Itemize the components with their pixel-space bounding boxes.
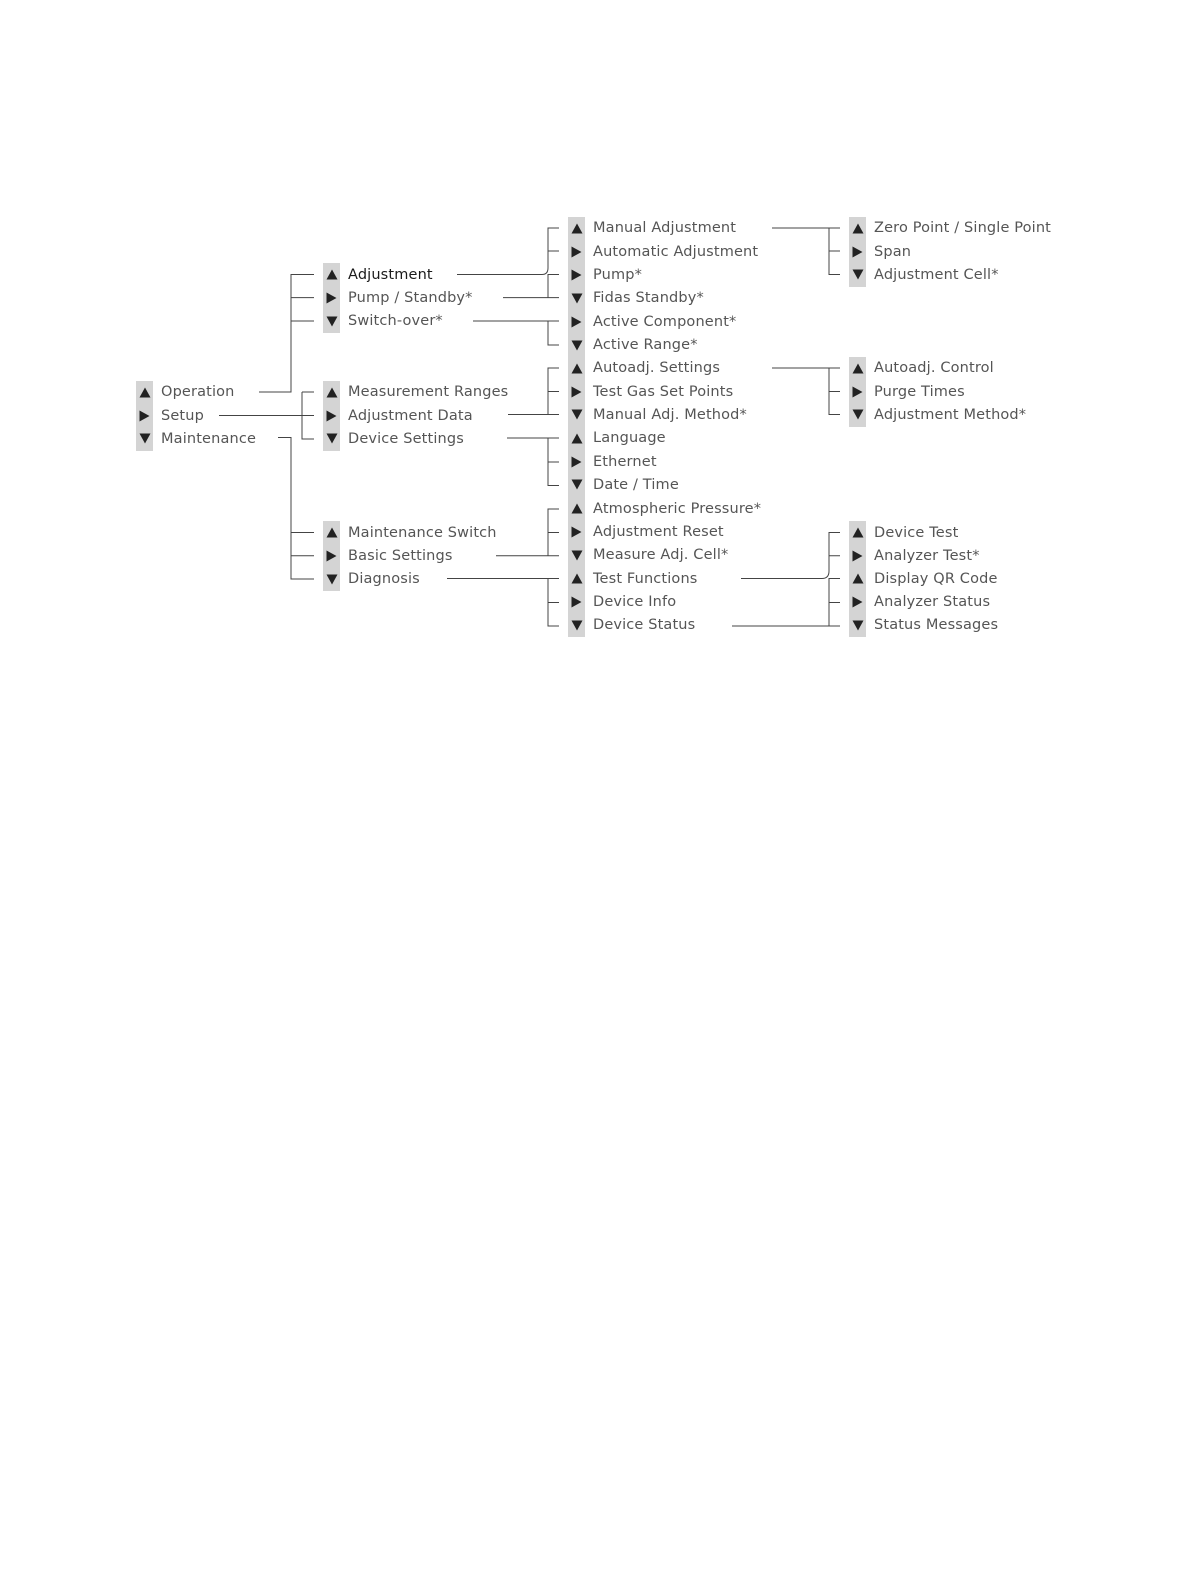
menu-item-measurement-ranges[interactable] (323, 381, 508, 404)
menu-item-adjustment-reset[interactable] (568, 520, 761, 543)
adjustment-submenu (568, 217, 758, 264)
up-arrow-key-icon (568, 567, 585, 590)
menu-item-label: Device Info (593, 594, 677, 611)
down-arrow-key-icon (568, 544, 585, 567)
device-status-submenu (849, 567, 998, 637)
up-arrow-key-icon (849, 521, 866, 544)
down-arrow-key-icon (849, 263, 866, 286)
menu-item-label: Test Functions (593, 570, 698, 587)
right-arrow-key-icon (849, 590, 866, 613)
right-arrow-key-icon (568, 450, 585, 473)
menu-item-label: Measurement Ranges (348, 384, 509, 401)
menu-item-adjustment-method[interactable] (849, 403, 1026, 426)
menu-item-label: Autoadj. Control (874, 360, 994, 377)
menu-item-label: Pump / Standby* (348, 290, 473, 307)
operation-submenu (323, 263, 473, 333)
menu-item-basic-settings[interactable] (323, 544, 497, 567)
menu-item-device-status[interactable] (568, 614, 698, 637)
menu-item-date-time[interactable] (568, 473, 679, 496)
right-arrow-key-icon (323, 404, 340, 427)
menu-item-autoadj-settings[interactable] (568, 357, 747, 380)
menu-item-label: Manual Adj. Method* (593, 406, 747, 423)
device-settings-submenu (568, 427, 679, 497)
right-arrow-key-icon (136, 404, 153, 427)
right-arrow-key-icon (568, 590, 585, 613)
up-arrow-key-icon (568, 357, 585, 380)
up-arrow-key-icon (568, 427, 585, 450)
right-arrow-key-icon (568, 240, 585, 263)
menu-item-autoadj-control[interactable] (849, 357, 1026, 380)
up-arrow-key-icon (849, 357, 866, 380)
right-arrow-key-icon (849, 240, 866, 263)
menu-item-label: Span (874, 243, 912, 260)
menu-item-adjustment-cell[interactable] (849, 263, 1051, 286)
main-menu (136, 381, 256, 451)
menu-item-active-range[interactable] (568, 333, 736, 356)
menu-item-diagnosis[interactable] (323, 568, 497, 591)
menu-item-label: Language (593, 430, 666, 447)
right-arrow-key-icon (568, 263, 585, 286)
menu-item-device-test[interactable] (849, 521, 980, 544)
menu-item-setup[interactable] (136, 404, 256, 427)
menu-item-label: Device Status (593, 617, 696, 634)
menu-item-label: Analyzer Status (874, 594, 991, 611)
menu-item-label: Autoadj. Settings (593, 360, 721, 377)
menu-item-label: Status Messages (874, 617, 999, 634)
menu-item-label: Adjustment Reset (593, 524, 724, 541)
menu-item-test-gas-set-points[interactable] (568, 380, 747, 403)
up-arrow-key-icon (849, 567, 866, 590)
down-arrow-key-icon (568, 286, 585, 309)
menu-item-label: Adjustment (348, 266, 433, 283)
up-arrow-key-icon (568, 497, 585, 520)
test-functions-submenu (849, 521, 980, 568)
right-arrow-key-icon (568, 520, 585, 543)
switch-over-submenu (568, 310, 736, 357)
down-arrow-key-icon (568, 403, 585, 426)
menu-item-label: Zero Point / Single Point (874, 220, 1052, 237)
menu-item-label: Maintenance (161, 430, 257, 447)
right-arrow-key-icon (849, 544, 866, 567)
down-arrow-key-icon (323, 310, 340, 333)
menu-item-device-settings[interactable] (323, 427, 508, 450)
menu-item-label: Setup (161, 407, 204, 424)
right-arrow-key-icon (568, 380, 585, 403)
down-arrow-key-icon (849, 403, 866, 426)
pump-standby-submenu (568, 263, 704, 310)
menu-item-fidas-standby[interactable] (568, 286, 704, 309)
menu-item-label: Operation (161, 384, 235, 401)
menu-item-label: Purge Times (874, 383, 965, 400)
menu-item-manual-adj-method[interactable] (568, 403, 747, 426)
right-arrow-key-icon (323, 544, 340, 567)
menu-item-purge-times[interactable] (849, 380, 1026, 403)
menu-item-pump[interactable] (568, 263, 704, 286)
menu-item-label: Adjustment Cell* (874, 266, 999, 283)
menu-item-label: Ethernet (593, 453, 657, 470)
right-arrow-key-icon (849, 380, 866, 403)
down-arrow-key-icon (136, 427, 153, 450)
up-arrow-key-icon (568, 217, 585, 240)
menu-item-maintenance-switch[interactable] (323, 521, 497, 544)
menu-item-atmospheric-pressure[interactable] (568, 497, 761, 520)
menu-item-label: Fidas Standby* (593, 290, 704, 307)
down-arrow-key-icon (323, 427, 340, 450)
up-arrow-key-icon (323, 381, 340, 404)
menu-item-label: Switch-over* (348, 313, 443, 330)
menu-item-label: Automatic Adjustment (593, 243, 759, 260)
basic-settings-submenu (568, 497, 761, 567)
menu-item-label: Pump* (593, 266, 643, 283)
menu-item-display-qr-code[interactable] (849, 567, 998, 590)
down-arrow-key-icon (849, 614, 866, 637)
down-arrow-key-icon (568, 333, 585, 356)
down-arrow-key-icon (568, 614, 585, 637)
menu-item-active-component[interactable] (568, 310, 736, 333)
menu-item-adjustment[interactable] (323, 263, 473, 286)
menu-item-measure-adj-cell[interactable] (568, 544, 761, 567)
up-arrow-key-icon (323, 263, 340, 286)
manual-adjustment-submenu (849, 217, 1051, 287)
menu-item-automatic-adjustment[interactable] (568, 240, 758, 263)
menu-item-pump-standby[interactable] (323, 286, 473, 309)
menu-item-analyzer-status[interactable] (849, 590, 998, 613)
menu-item-status-messages[interactable] (849, 614, 998, 637)
up-arrow-key-icon (849, 217, 866, 240)
menu-item-label: Device Test (874, 524, 959, 541)
menu-item-span[interactable] (849, 240, 1051, 263)
down-arrow-key-icon (323, 568, 340, 591)
right-arrow-key-icon (323, 286, 340, 309)
diagnosis-submenu (568, 567, 698, 637)
menu-item-maintenance[interactable] (136, 427, 256, 450)
autoadj-settings-submenu (849, 357, 1026, 427)
menu-item-operation[interactable] (136, 381, 256, 404)
menu-item-language[interactable] (568, 427, 679, 450)
menu-item-label: Diagnosis (348, 571, 420, 588)
menu-item-label: Adjustment Data (348, 407, 473, 424)
up-arrow-key-icon (323, 521, 340, 544)
menu-item-device-info[interactable] (568, 590, 698, 613)
menu-item-label: Measure Adj. Cell* (593, 547, 729, 564)
menu-item-adjustment-data[interactable] (323, 404, 508, 427)
menu-item-analyzer-test[interactable] (849, 544, 980, 567)
menu-item-switch-over[interactable] (323, 310, 473, 333)
menu-item-label: Date / Time (593, 476, 679, 493)
down-arrow-key-icon (568, 473, 585, 496)
menu-item-label: Maintenance Switch (348, 524, 497, 541)
menu-item-ethernet[interactable] (568, 450, 679, 473)
menu-item-label: Adjustment Method* (874, 406, 1027, 423)
adjustment-data-submenu (568, 357, 747, 427)
menu-item-test-functions[interactable] (568, 567, 698, 590)
menu-item-manual-adjustment[interactable] (568, 217, 758, 240)
menu-item-label: Analyzer Test* (874, 548, 980, 565)
maintenance-submenu (323, 521, 497, 591)
menu-item-label: Device Settings (348, 430, 464, 447)
menu-item-label: Active Component* (593, 313, 737, 330)
menu-item-label: Display QR Code (874, 570, 998, 587)
menu-item-label: Basic Settings (348, 548, 453, 565)
menu-item-label: Test Gas Set Points (593, 383, 734, 400)
setup-submenu (323, 381, 508, 451)
menu-item-label: Active Range* (593, 337, 698, 354)
menu-item-label: Atmospheric Pressure* (593, 500, 762, 517)
up-arrow-key-icon (136, 381, 153, 404)
right-arrow-key-icon (568, 310, 585, 333)
menu-item-zero-point-single-point[interactable] (849, 217, 1051, 240)
menu-item-label: Manual Adjustment (593, 220, 737, 237)
